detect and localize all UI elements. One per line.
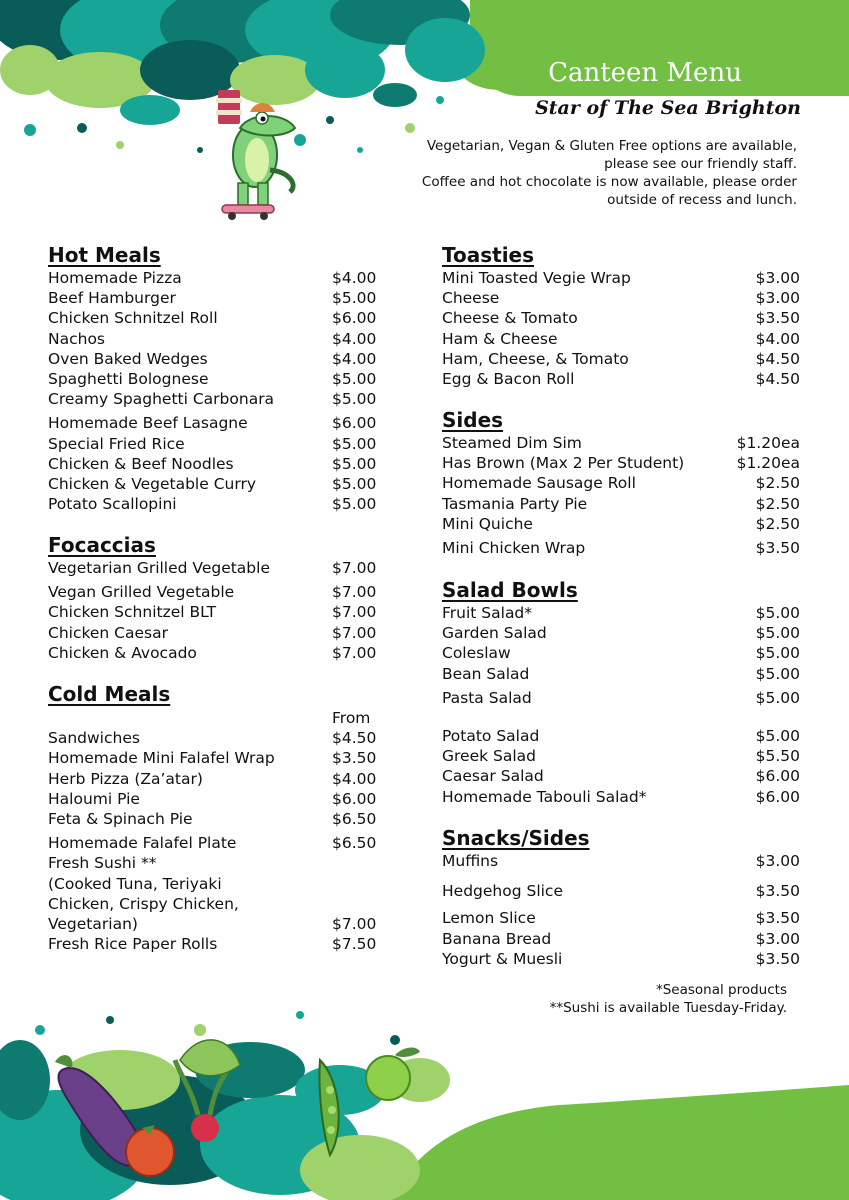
section-title: Salad Bowls [442,578,578,602]
menu-item: Cheese & Tomato $3.50 [442,309,800,328]
menu-item: Mini Toasted Vegie Wrap $3.00 [442,269,800,287]
menu-item: Pasta Salad $5.00 [442,688,800,707]
menu-item: Fresh Sushi ** [48,854,157,873]
note-line: Coffee and hot chocolate is now available, please order [421,174,797,190]
menu-item: Oven Baked Wedges $4.00 [48,349,377,368]
menu-item: Vegetarian Grilled Vegetable $7.00 [48,559,377,577]
cold-meals-section [48,681,378,954]
menu-item: Caesar Salad $6.00 [442,767,800,786]
menu-item: Hedgehog Slice $3.50 [442,882,800,901]
menu-item: Lemon Slice $3.50 [442,909,800,928]
menu-item: Herb Pizza (Za’atar) $4.00 [48,769,377,788]
menu-item: Garden Salad $5.00 [442,624,800,643]
menu-item: Steamed Dim Sim $1.20ea [442,434,800,452]
menu-item: Homemade Mini Falafel Wrap $3.50 [48,749,377,768]
section-title: Toasties [442,243,535,267]
salad-bowls-section [442,577,800,807]
sides-section [442,407,800,558]
page-title: Canteen Menu [548,58,742,88]
section-title: Focaccias [48,533,156,557]
menu-item: Homemade Sausage Roll $2.50 [442,474,800,493]
menu-item: Homemade Tabouli Salad* $6.00 [442,787,800,806]
menu-item: Homemade Pizza $4.00 [48,269,377,287]
note-line: Vegetarian, Vegan & Gluten Free options are available, [426,138,797,154]
menu-item: Has Brown (Max 2 Per Student) $1.20ea [442,454,800,473]
menu-item: Muffins $3.00 [442,852,800,870]
menu-item: Chicken Schnitzel BLT $7.00 [48,603,377,622]
section-title: Sides [442,408,504,432]
header-notes [422,137,797,209]
menu-item: Chicken & Beef Noodles $5.00 [48,454,377,473]
section-title: Snacks/Sides [442,826,590,850]
menu-item: Ham & Cheese $4.00 [442,329,800,348]
section-title: Hot Meals [48,243,161,267]
menu-item: (Cooked Tuna, Teriyaki [48,874,222,893]
menu-item: Chicken, Crispy Chicken, [48,894,239,913]
from-label-row [48,708,378,728]
menu-item: Yogurt & Muesli $3.50 [442,949,800,968]
menu-item: Vegetarian) $7.00 [48,915,377,934]
menu-item: Special Fried Rice $5.00 [48,434,377,453]
menu-item: Coleslaw $5.00 [442,644,800,663]
menu-item: Tasmania Party Pie $2.50 [442,494,800,513]
menu-item: Bean Salad $5.00 [442,664,800,683]
menu-item: Haloumi Pie $6.00 [48,789,377,808]
menu-item: Beef Hamburger $5.00 [48,289,377,308]
footnote-sushi: **Sushi is available Tuesday-Friday. [549,999,787,1016]
hot-meals-section [48,242,378,514]
menu-item: Chicken & Vegetable Curry $5.00 [48,475,377,494]
menu-item: Potato Scallopini $5.00 [48,495,377,514]
menu-item: Banana Bread $3.00 [442,929,800,948]
menu-item: Fresh Rice Paper Rolls $7.50 [48,935,377,954]
menu-item: Homemade Falafel Plate $6.50 [48,834,377,853]
note-line: outside of recess and lunch. [607,192,797,208]
menu-item: Egg & Bacon Roll $4.50 [442,370,800,389]
menu-item: Ham, Cheese, & Tomato $4.50 [442,349,800,368]
snacks-section [442,825,800,969]
menu-item: Greek Salad $5.50 [442,747,800,766]
menu-item: Vegan Grilled Vegetable $7.00 [48,583,377,602]
school-name: Star of The Sea Brighton [535,97,801,119]
menu-item: Nachos $4.00 [48,329,377,348]
footnotes [550,982,787,1017]
toasties-section [442,242,800,389]
menu-item: Chicken & Avocado $7.00 [48,643,377,662]
menu-item: Chicken Caesar $7.00 [48,623,377,642]
menu-item: Creamy Spaghetti Carbonara $5.00 [48,390,377,409]
menu-item: Potato Salad $5.00 [442,727,800,746]
menu-item: Sandwiches $4.50 [48,729,377,748]
focaccias-section [48,532,378,663]
section-title: Cold Meals [48,682,171,706]
from-label: From [332,709,371,727]
menu-item: Fruit Salad* $5.00 [442,604,800,622]
menu-item: Spaghetti Bolognese $5.00 [48,370,377,389]
menu-item: Chicken Schnitzel Roll $6.00 [48,309,377,328]
note-line: please see our friendly staff. [604,156,797,172]
menu-item: Mini Chicken Wrap $3.50 [442,539,800,558]
footnote-seasonal: *Seasonal products [655,982,787,998]
menu-item: Mini Quiche $2.50 [442,514,800,533]
menu-item: Feta & Spinach Pie $6.50 [48,810,377,829]
menu-item: Cheese $3.00 [442,289,800,308]
menu-item: Homemade Beef Lasagne $6.00 [48,414,377,433]
